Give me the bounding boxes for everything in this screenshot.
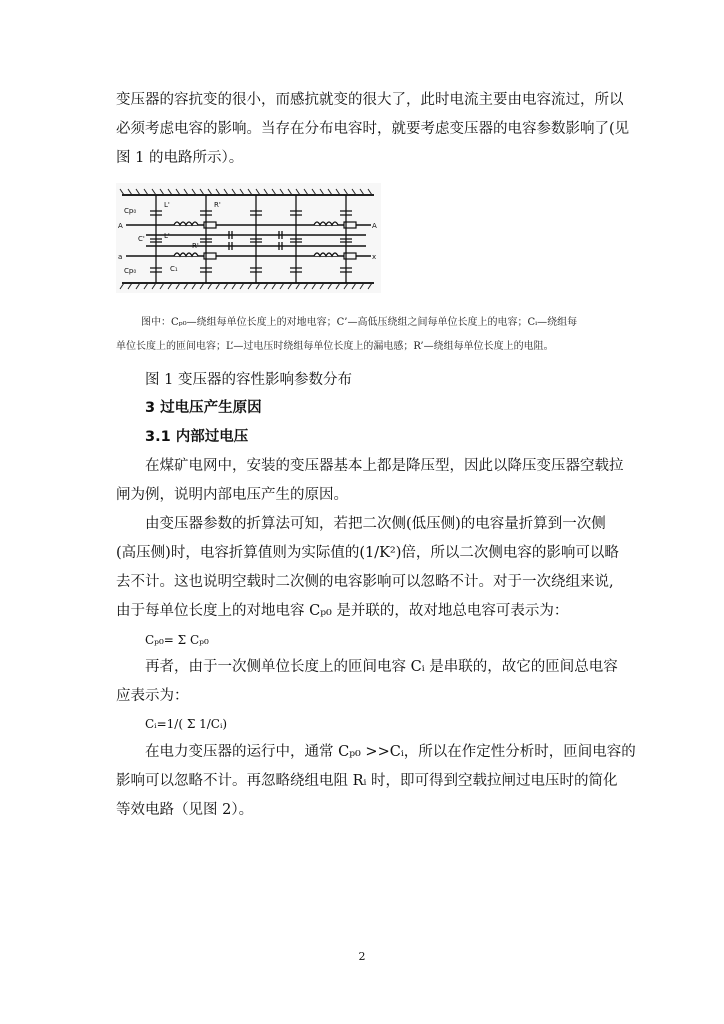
paragraph-3-line-3: 去不计。这也说明空载时二次侧的电容影响可以忽略不计。对于一次绕组来说, <box>116 574 614 590</box>
label-c-mid: C' <box>138 235 145 243</box>
label-a-low: a <box>118 253 123 261</box>
paragraph-1-line-3: 图 1 的电路所示）。 <box>116 150 244 166</box>
label-r-mid: R' <box>192 242 199 250</box>
label-a-right: A <box>372 222 377 230</box>
label-l-mid: L' <box>164 232 170 240</box>
paragraph-1-line-1: 变压器的容抗变的很小，而感抗就变的很大了，此时电流主要由电容流过，所以 <box>116 92 624 108</box>
paragraph-4-line-2: 应表示为： <box>116 688 189 704</box>
paragraph-3-line-1: 由变压器参数的折算法可知，若把二次侧(低压侧)的电容量折算到一次侧 <box>145 516 606 532</box>
label-cp0-bottom: Cp₀ <box>124 267 137 275</box>
section-heading-3: 3 过电压产生原因 <box>145 400 262 416</box>
figure-note-line-1: 图中：Cₚ₀—绕组每单位长度上的对地电容；C’—高低压绕组之间每单位长度上的电容；Cᵢ—绕组每 <box>141 317 578 328</box>
figure-note-line-2: 单位长度上的匝间电容；L’—过电压时绕组每单位长度上的漏电感；R’—绕组每单位长度上的电阻。 <box>116 341 554 352</box>
figure-1-circuit-diagram <box>116 183 381 293</box>
paragraph-1-line-2: 必须考虑电容的影响。当存在分布电容时，就要考虑变压器的电容参数影响了(见 <box>116 121 630 137</box>
label-x-low: x <box>372 253 377 261</box>
paragraph-2-line-1: 在煤矿电网中，安装的变压器基本上都是降压型，因此以降压变压器空载拉 <box>145 458 624 474</box>
paragraph-5-line-2: 影响可以忽略不计。再忽略绕组电阻 Rᵢ 时，即可得到空载拉闸过电压时的简化 <box>116 773 618 789</box>
formula-ground-capacitance: Cₚ₀= Σ Cₚ₀ <box>145 633 209 647</box>
section-heading-3-1: 3.1 内部过电压 <box>145 429 249 445</box>
figure-1-caption: 图 1 变压器的容性影响参数分布 <box>145 372 352 388</box>
paragraph-4-line-1: 再者，由于一次侧单位长度上的匝间电容 Cᵢ 是串联的，故它的匝间总电容 <box>145 659 618 675</box>
label-ci-bottom: C₁ <box>170 265 178 273</box>
label-a-left: A <box>118 222 123 230</box>
paragraph-2-line-2: 闸为例，说明内部电压产生的原因。 <box>116 487 348 503</box>
label-r-top: R' <box>214 201 221 209</box>
paragraph-5-line-3: 等效电路（见图 2）。 <box>116 802 254 818</box>
page-number: 2 <box>358 950 366 963</box>
paragraph-5-line-1: 在电力变压器的运行中，通常 Cₚ₀ >>Cᵢ，所以在作定性分析时，匝间电容的 <box>145 744 636 760</box>
formula-turn-capacitance: Cᵢ=1/( Σ 1/Cᵢ) <box>145 717 228 731</box>
paragraph-3-line-2: (高压侧)时，电容折算值则为实际值的(1/K²)倍，所以二次侧电容的影响可以略 <box>116 545 619 561</box>
paragraph-3-line-4: 由于每单位长度上的对地电容 Cₚ₀ 是并联的，故对地总电容可表示为： <box>116 603 569 619</box>
label-cp0-top: Cp₀ <box>124 207 137 215</box>
label-l-top: L' <box>164 201 170 209</box>
